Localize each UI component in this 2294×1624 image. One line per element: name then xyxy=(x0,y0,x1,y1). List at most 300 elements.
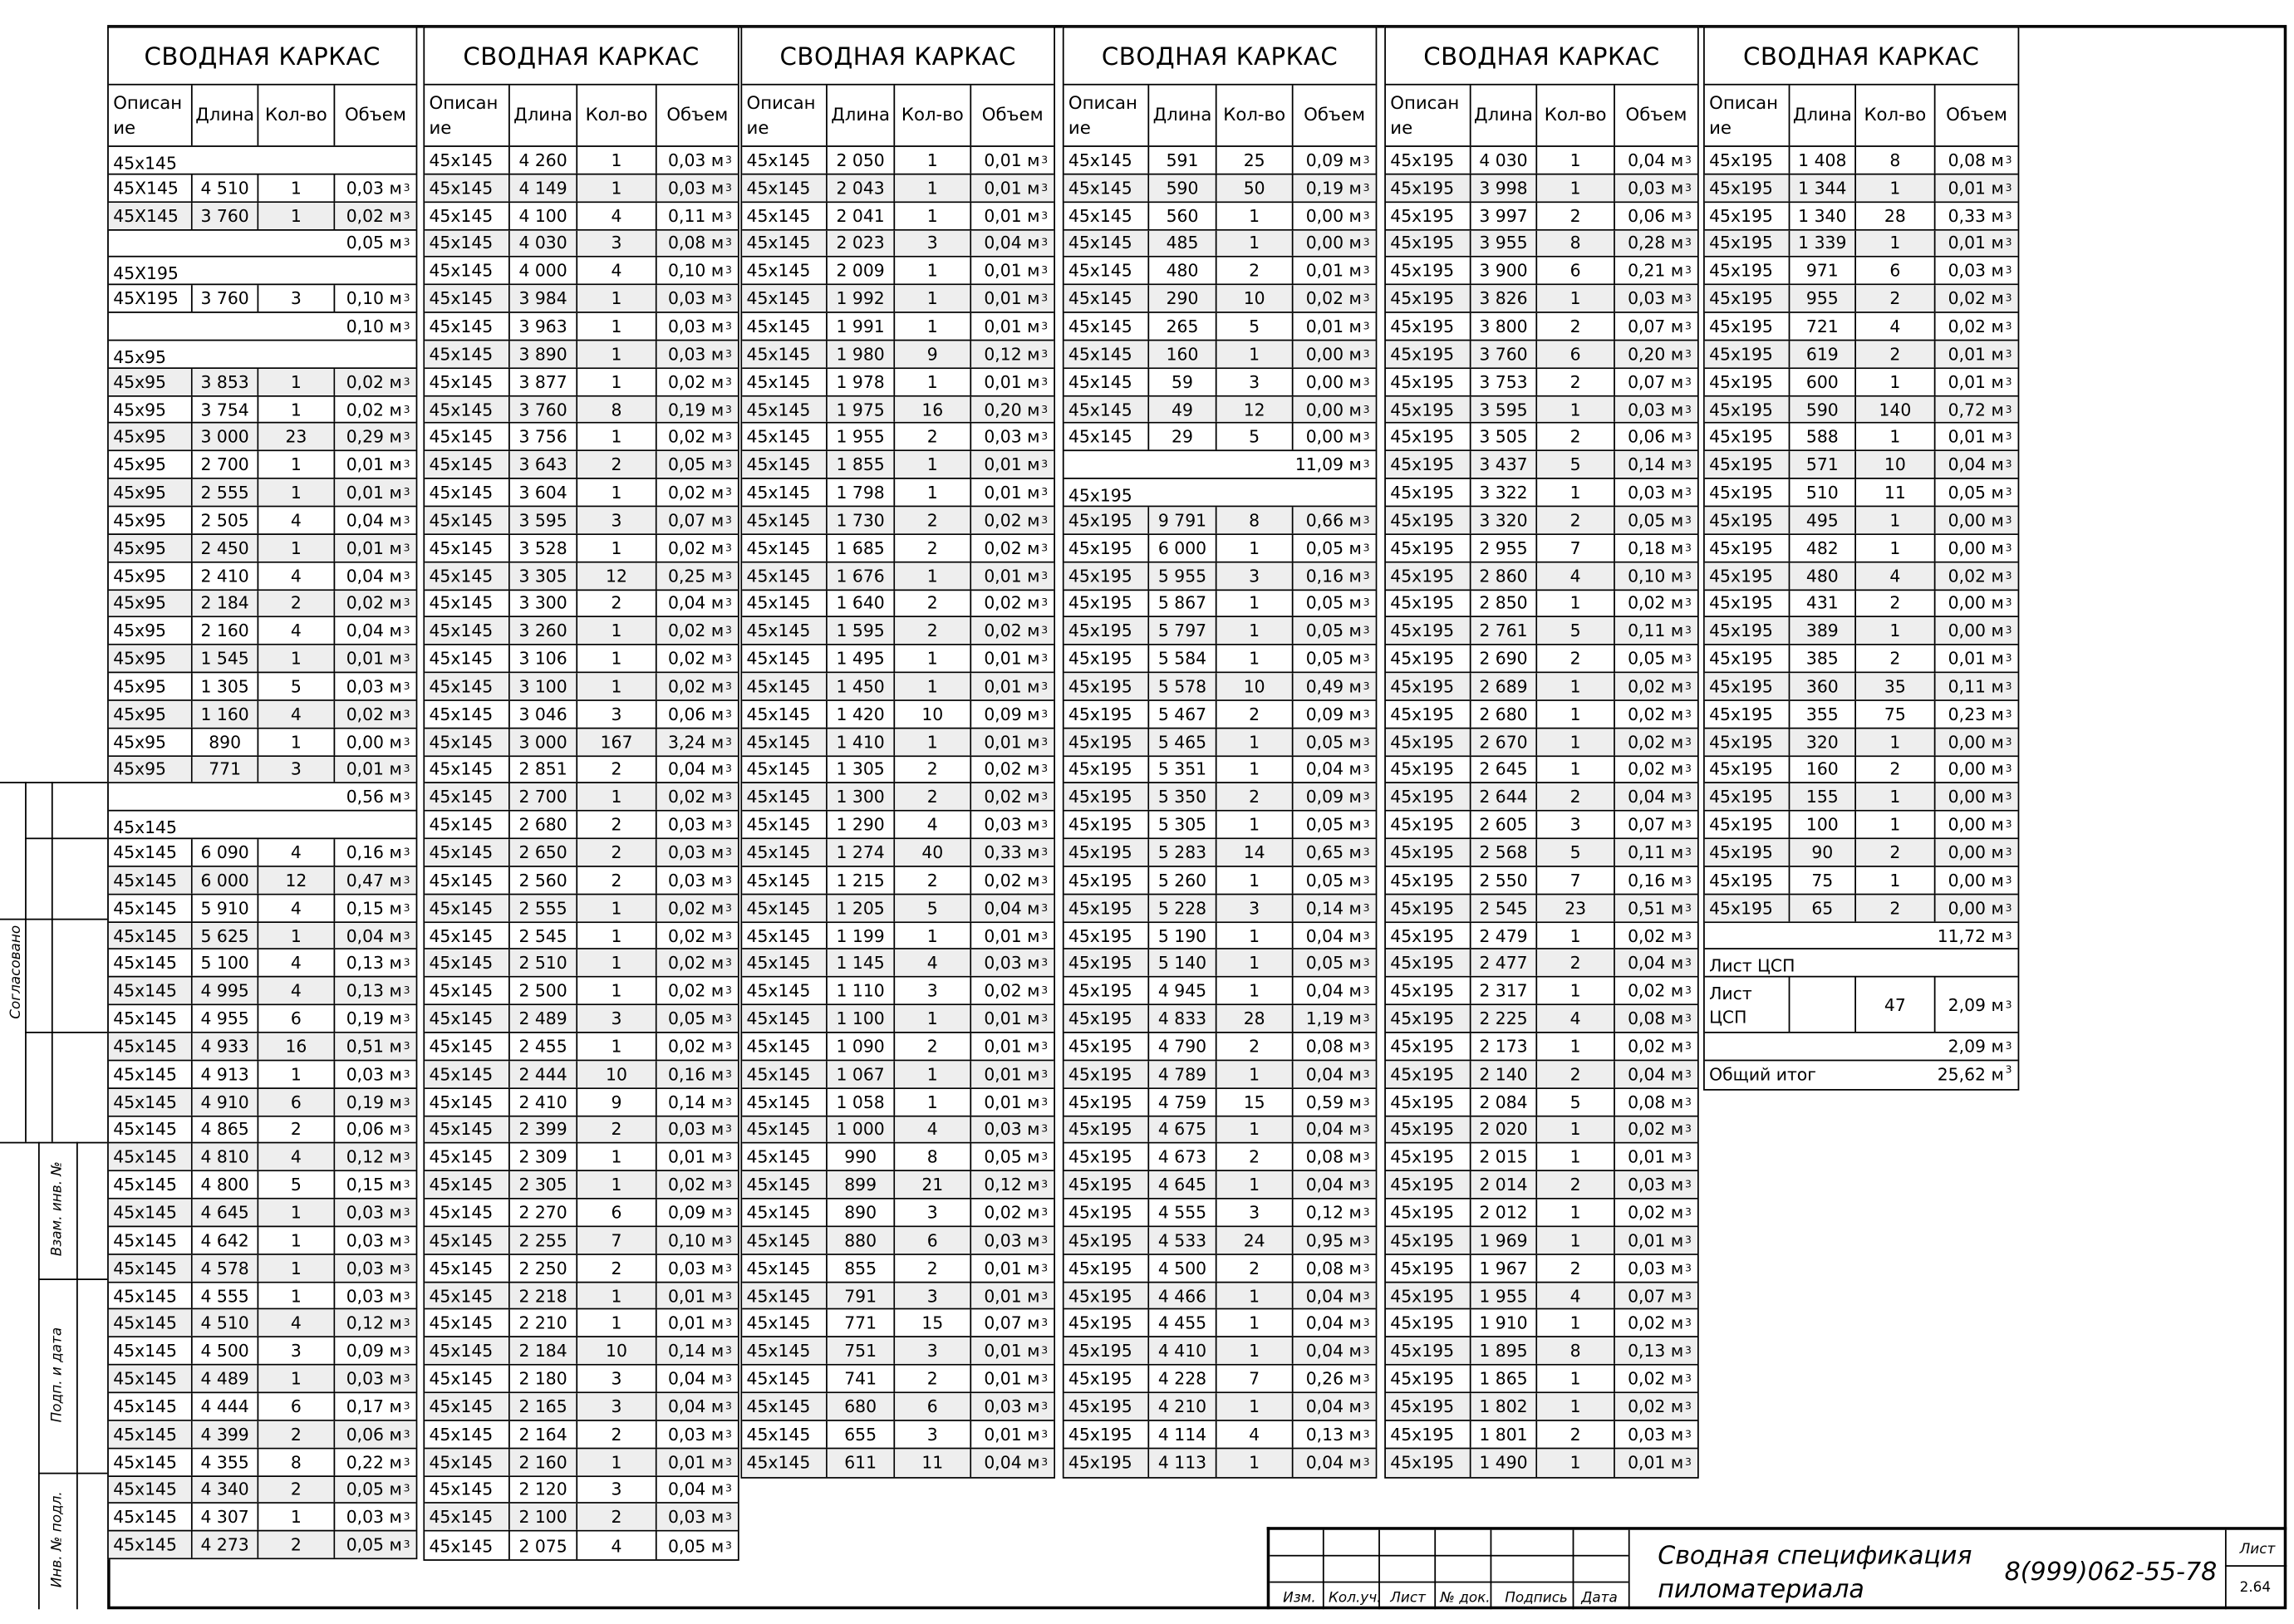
cell-value: 45x195 xyxy=(1709,371,1773,392)
cell-count xyxy=(577,895,657,921)
cell-value: 2 xyxy=(926,1257,938,1278)
cell-length xyxy=(193,645,259,672)
cell-value: 5 140 xyxy=(1157,953,1207,974)
cell-description xyxy=(425,313,510,340)
cell-value: 0,00 xyxy=(1948,537,1986,558)
cell-value: 0,00 xyxy=(1948,787,1986,807)
cell-value: 45x195 xyxy=(1068,758,1132,780)
cell-value: 0,06 xyxy=(346,1423,384,1445)
column-header: Описан ие xyxy=(109,86,193,146)
cell-value: 45x145 xyxy=(113,1036,177,1057)
unit-label: м xyxy=(710,150,725,171)
cell-length xyxy=(1471,1005,1538,1032)
cell-value: 50 xyxy=(1243,177,1265,199)
cell-length xyxy=(828,839,895,866)
cell-value: 45x195 xyxy=(1390,870,1455,891)
cell-value: 2 084 xyxy=(1479,1091,1528,1112)
cell-value: 4 228 xyxy=(1157,1368,1207,1389)
cell-volume: 0,06 м 3 xyxy=(668,704,732,724)
col-sign-label: Подпись xyxy=(1505,1590,1568,1607)
cell-value: 2 xyxy=(1569,1174,1581,1195)
table-row xyxy=(1386,452,1697,479)
cell-length xyxy=(828,1061,895,1087)
cell-value: 0,19 xyxy=(668,399,706,420)
cell-volume: 0,03 м 3 xyxy=(668,150,732,171)
cell-value: 2 xyxy=(1569,509,1581,531)
cell-volume: 0,00 м 3 xyxy=(1936,729,2018,755)
table-row xyxy=(742,230,1054,258)
cell-volume: 0,09 м 3 xyxy=(346,1340,410,1362)
cell-value: 1 xyxy=(1249,1452,1260,1473)
cell-value: 45x145 xyxy=(746,787,811,807)
unit-label: м xyxy=(1991,994,2004,1015)
cell-description xyxy=(425,895,510,921)
cell-value: 0,09 xyxy=(1305,787,1344,807)
column-header: Объем xyxy=(981,104,1044,125)
cell-value: 1 xyxy=(1249,1285,1260,1306)
unit-label: м xyxy=(1670,787,1684,807)
table-row xyxy=(1386,1144,1697,1171)
cell-value: 100 xyxy=(1805,814,1839,836)
cell-value: 355 xyxy=(1805,704,1839,724)
cell-value: 1 145 xyxy=(836,953,885,974)
cell-value: 45x145 xyxy=(429,150,494,171)
cell-description xyxy=(425,147,510,174)
cell-description xyxy=(1064,562,1150,589)
cell-volume: 0,02 м 3 xyxy=(657,950,738,977)
unit-label: м xyxy=(1991,260,2004,282)
cell-volume: 0,01 м 3 xyxy=(971,1337,1054,1364)
unit-label: м xyxy=(710,592,725,614)
cell-volume: 0,02 м 3 xyxy=(984,758,1049,780)
cell-value: 0,02 xyxy=(984,980,1022,1002)
cell-value: 0,15 xyxy=(346,897,384,919)
table-row xyxy=(742,1144,1054,1171)
cell-value: 45x195 xyxy=(1709,537,1773,558)
cell-value: 45x95 xyxy=(113,731,167,753)
table-row xyxy=(109,590,416,617)
cell-description xyxy=(742,978,828,1004)
cell-count xyxy=(895,424,971,450)
cell-value: 0,03 xyxy=(668,841,706,863)
cell-value: 45x145 xyxy=(113,897,177,919)
unit-label: м xyxy=(1348,1063,1362,1085)
cell-count xyxy=(895,230,971,257)
cell-count xyxy=(577,1005,657,1032)
table-row xyxy=(425,839,738,866)
table-row xyxy=(1386,922,1697,949)
column-headers xyxy=(1064,86,1376,147)
cell-value: 45x195 xyxy=(1390,980,1455,1002)
cell-count xyxy=(895,535,971,562)
cell-value: 45x145 xyxy=(429,1202,494,1223)
cell-value: 1 xyxy=(1249,204,1260,226)
cell-value: 45x145 xyxy=(746,621,811,641)
cell-value: 0,01 xyxy=(984,1340,1022,1362)
cell-value: 0,20 xyxy=(984,399,1022,420)
group-header: Лист ЦСП xyxy=(1705,950,2018,978)
unit-label: м xyxy=(710,1312,725,1334)
cell-value: 2 165 xyxy=(518,1396,567,1417)
unit-label: м xyxy=(710,1479,725,1500)
cell-length xyxy=(828,1171,895,1198)
cell-count xyxy=(895,1144,971,1170)
cell-value: 510 xyxy=(1805,482,1839,503)
cell-count xyxy=(577,701,657,728)
cell-value: 45x195 xyxy=(1709,509,1773,531)
unit-label: м xyxy=(1027,980,1040,1002)
cell-count xyxy=(1217,396,1294,423)
cell-description xyxy=(1386,784,1471,811)
cell-length xyxy=(828,286,895,312)
cell-value: 0,01 xyxy=(1948,426,1986,448)
cell-description xyxy=(109,1393,193,1420)
cell-value: 480 xyxy=(1805,565,1839,586)
unit-label: м xyxy=(389,399,402,420)
cell-length xyxy=(1790,895,1856,921)
unit-label: м xyxy=(1027,1119,1040,1140)
unit-label: м xyxy=(1991,399,2004,420)
cell-value: 45x195 xyxy=(1390,1285,1455,1306)
cell-value: 0,02 xyxy=(1628,980,1666,1002)
cell-count xyxy=(1217,1116,1294,1143)
spec-table xyxy=(1063,27,1378,1478)
table-row xyxy=(1064,1005,1376,1033)
cell-description xyxy=(425,507,510,533)
unit-label: м xyxy=(710,814,725,836)
table-row xyxy=(1386,203,1697,230)
unit-label: м xyxy=(1348,371,1362,392)
cell-value: 0,05 xyxy=(984,1146,1022,1168)
cell-value: 1 967 xyxy=(1479,1257,1528,1278)
cell-value: 4 xyxy=(290,1312,302,1334)
cell-value: 0,05 xyxy=(1305,953,1344,974)
cell-value: 0,01 xyxy=(984,1423,1022,1445)
table-row xyxy=(425,424,738,451)
cell-value: 45x145 xyxy=(429,1036,494,1057)
cell-count xyxy=(577,396,657,423)
cell-value: 4 100 xyxy=(518,204,567,226)
cell-count xyxy=(1856,479,1936,506)
cell-value: 0,02 xyxy=(668,426,706,448)
cell-value: 2 xyxy=(290,1534,302,1556)
cell-count xyxy=(258,895,335,921)
cell-value: 0,13 xyxy=(346,953,384,974)
cell-value: 0,05 xyxy=(1305,648,1344,670)
cell-value: 45x145 xyxy=(746,1340,811,1362)
cell-volume: 0,02 м 3 xyxy=(657,1171,738,1198)
cell-volume: 2,09 м 3 xyxy=(1948,994,2012,1015)
cell-count xyxy=(577,590,657,616)
cell-length xyxy=(1149,1283,1216,1309)
cell-description xyxy=(742,922,828,949)
cell-description xyxy=(1064,673,1150,699)
unit-label: м xyxy=(1348,537,1362,558)
cell-value: 45x145 xyxy=(746,177,811,199)
cell-count xyxy=(1217,701,1294,728)
table-row xyxy=(742,452,1054,479)
cell-value: 1 xyxy=(1889,426,1901,448)
cell-value: 2 680 xyxy=(518,814,567,836)
unit-label: м xyxy=(1348,870,1362,891)
cell-count xyxy=(258,286,335,312)
table-row xyxy=(1705,729,2018,756)
cell-description xyxy=(1386,950,1471,977)
cell-volume: 0,16 м 3 xyxy=(657,1061,738,1087)
cell-description xyxy=(425,1144,510,1170)
cell-volume: 0,05 м 3 xyxy=(1294,950,1376,977)
cell-volume: 0,11 м 3 xyxy=(668,204,732,226)
table-row xyxy=(109,1283,416,1310)
cell-description xyxy=(109,1033,193,1060)
cell-volume: 0,00 м 3 xyxy=(1948,537,2012,558)
unit-label: м xyxy=(1027,1340,1040,1362)
cell-description xyxy=(742,230,828,257)
cell-value: 0,03 xyxy=(1628,1423,1666,1445)
unit-label: м xyxy=(710,758,725,780)
cell-value: 0,04 xyxy=(668,1396,706,1417)
cell-value: 2 560 xyxy=(518,870,567,891)
spec-table xyxy=(1384,27,1699,1478)
cell-length xyxy=(1471,174,1538,201)
cell-count xyxy=(577,950,657,977)
table-row xyxy=(109,673,416,700)
cell-value: 45x145 xyxy=(113,925,177,946)
cell-value: 3 xyxy=(611,233,622,254)
cell-length xyxy=(193,1310,259,1337)
cell-value: 2 305 xyxy=(518,1174,567,1195)
cell-value: 495 xyxy=(1805,509,1839,531)
cell-description xyxy=(1064,396,1150,423)
table-row xyxy=(1386,1337,1697,1365)
cell-value: 1 xyxy=(1569,177,1581,199)
cell-description xyxy=(742,1005,828,1032)
cell-description xyxy=(1064,867,1150,894)
unit-label: м xyxy=(1027,787,1040,807)
cell-value: 5 625 xyxy=(200,925,249,946)
cell-length xyxy=(1471,341,1538,367)
cell-count xyxy=(577,645,657,672)
cell-count xyxy=(1856,645,1936,672)
cell-value: 49 xyxy=(1172,399,1193,420)
cell-volume: 0,09 м 3 xyxy=(984,704,1049,724)
unit-label: м xyxy=(389,648,402,670)
table-row xyxy=(425,452,738,479)
cell-value: 45x195 xyxy=(1390,150,1455,171)
cell-length xyxy=(1149,147,1216,174)
cell-value: 0,01 xyxy=(984,925,1022,946)
cell-volume: 0,04 м 3 xyxy=(668,1479,732,1500)
cell-description xyxy=(742,174,828,201)
cell-volume: 0,02 м 3 xyxy=(1628,1036,1692,1057)
cell-value: 1 640 xyxy=(836,592,885,614)
cell-count xyxy=(577,1227,657,1254)
cell-value: 45x195 xyxy=(1390,288,1455,309)
cell-length xyxy=(510,1532,577,1559)
cell-count xyxy=(1217,1310,1294,1337)
cell-volume: 0,06 м 3 xyxy=(1628,204,1692,226)
cell-length xyxy=(193,286,259,312)
unit-label: м xyxy=(1670,1202,1684,1223)
cell-value: 45x145 xyxy=(429,980,494,1002)
cell-volume: 0,01 м 3 xyxy=(971,673,1054,699)
cell-count xyxy=(1217,1171,1294,1198)
cell-value: 45x195 xyxy=(1390,1174,1455,1195)
unit-label: м xyxy=(1670,1423,1684,1445)
group-header: 45x195 xyxy=(1064,479,1376,507)
unit-label: м xyxy=(1027,509,1040,531)
cell-value: 1 xyxy=(290,537,302,558)
cell-value: 0,01 xyxy=(984,1285,1022,1306)
cell-volume: 0,01 м 3 xyxy=(1948,426,2012,448)
cell-description xyxy=(1064,839,1150,866)
cell-value: 0,08 xyxy=(1305,1257,1344,1278)
cell-value: 2 xyxy=(1569,1063,1581,1085)
cell-value: 680 xyxy=(844,1396,877,1417)
cell-count xyxy=(258,369,335,395)
unit-label: м xyxy=(1991,371,2004,392)
cell-value: 0,09 xyxy=(984,704,1022,724)
cell-volume: 0,03 м 3 xyxy=(657,1116,738,1143)
cell-count xyxy=(895,1366,971,1392)
cell-description xyxy=(109,950,193,977)
table-row xyxy=(425,729,738,756)
cell-volume: 0,01 м 3 xyxy=(335,535,415,562)
cell-description xyxy=(1386,479,1471,506)
cell-value: 45x95 xyxy=(113,399,167,420)
cell-value: 45x145 xyxy=(113,1285,177,1306)
cell-value: 4 xyxy=(926,1119,938,1140)
cell-value: 0,04 xyxy=(1305,925,1344,946)
table-row xyxy=(1064,230,1376,258)
table-row xyxy=(1064,1088,1376,1116)
cell-description xyxy=(1705,895,1790,921)
cell-count xyxy=(1217,1420,1294,1447)
cell-value: 0,02 xyxy=(668,371,706,392)
table-row xyxy=(1064,507,1376,534)
cell-value: 3 997 xyxy=(1479,204,1528,226)
table-row xyxy=(742,673,1054,700)
cell-value: 1 339 xyxy=(1798,233,1847,254)
cell-value: 1 205 xyxy=(836,897,885,919)
unit-label: м xyxy=(389,233,402,254)
cell-description xyxy=(1386,1310,1471,1337)
cell-count xyxy=(1537,1337,1615,1364)
cell-value: 0,14 xyxy=(1628,454,1666,475)
unit-label: м xyxy=(389,704,402,724)
unit-label: м xyxy=(1348,1174,1362,1195)
cell-description xyxy=(425,784,510,811)
cell-count xyxy=(258,562,335,589)
cell-value: 45x145 xyxy=(429,1451,494,1472)
group-subtotal: 2,09 м 3 xyxy=(1705,1033,2018,1061)
unit-label: м xyxy=(1027,1202,1040,1223)
cell-length xyxy=(193,1337,259,1364)
cell-count xyxy=(1856,286,1936,312)
cell-description xyxy=(1705,812,1790,838)
cell-description xyxy=(1386,1393,1471,1420)
unit-label: м xyxy=(1670,814,1684,836)
table-row xyxy=(1386,756,1697,783)
cell-value: 45x145 xyxy=(429,482,494,503)
cell-value: 45x195 xyxy=(1709,454,1773,475)
cell-count xyxy=(577,1171,657,1198)
cell-description xyxy=(1705,147,1790,174)
cell-count xyxy=(1217,784,1294,811)
column-header: Объем xyxy=(1304,104,1365,125)
cell-value: 45x145 xyxy=(429,233,494,254)
cell-volume: 0,01 м 3 xyxy=(984,1257,1049,1278)
cell-volume: 0,16 м 3 xyxy=(346,841,410,863)
cell-value: 1 xyxy=(1889,870,1901,891)
table-row xyxy=(425,978,738,1005)
cell-value: 588 xyxy=(1805,426,1839,448)
cell-value: 2 xyxy=(290,1479,302,1500)
cell-value: 10 xyxy=(1243,675,1265,697)
cell-count xyxy=(1217,1254,1294,1281)
cell-value: 15 xyxy=(921,1312,944,1334)
cell-volume: 0,05 м 3 xyxy=(1948,482,2012,503)
cell-value: 21 xyxy=(921,1174,944,1195)
table-row xyxy=(1064,978,1376,1005)
table-row xyxy=(425,1393,738,1420)
cell-volume: 0,01 м 3 xyxy=(1936,341,2018,367)
table-row xyxy=(109,562,416,590)
table-row xyxy=(1064,1310,1376,1337)
cell-value: 2 xyxy=(611,758,622,780)
cell-description xyxy=(742,1393,828,1420)
cell-description xyxy=(742,1254,828,1281)
table-row xyxy=(425,673,738,700)
table-row xyxy=(742,1200,1054,1227)
cell-value: 5 910 xyxy=(200,897,249,919)
unit-label: м xyxy=(389,177,402,199)
cell-value: 2 xyxy=(1889,841,1901,863)
cell-description xyxy=(109,867,193,894)
cell-length xyxy=(510,1393,577,1420)
unit-label: м xyxy=(1027,758,1040,780)
cell-value: 0,01 xyxy=(346,537,384,558)
cell-volume: 0,00 м 3 xyxy=(1294,230,1376,257)
cell-count xyxy=(1217,645,1294,672)
cell-length xyxy=(1790,258,1856,284)
cell-volume: 0,01 м 3 xyxy=(984,150,1049,171)
group-header: 45x145 xyxy=(109,812,416,839)
table-row xyxy=(1705,562,2018,590)
cell-description xyxy=(1064,535,1150,562)
cell-description xyxy=(109,1449,193,1475)
cell-length xyxy=(510,1200,577,1226)
cell-value: 1 xyxy=(1569,758,1581,780)
cell-value: 45x145 xyxy=(746,1146,811,1168)
cell-value: 0,28 xyxy=(1628,233,1666,254)
table-title: СВОДНАЯ КАРКАС xyxy=(1705,28,2018,86)
unit-label: м xyxy=(1991,648,2004,670)
cell-value: 45x195 xyxy=(1709,814,1773,836)
cell-volume: 0,05 м 3 xyxy=(1628,648,1692,670)
cell-volume: 0,04 м 3 xyxy=(346,621,410,641)
cell-value: 1 xyxy=(1569,1312,1581,1334)
cell-value: 1 xyxy=(1249,1312,1260,1334)
table-row xyxy=(1386,1033,1697,1061)
cell-value: 0,13 xyxy=(1628,1340,1666,1362)
column-header: Длина xyxy=(510,86,577,146)
cell-volume: 0,13 м 3 xyxy=(346,953,410,974)
cell-length xyxy=(1471,1116,1538,1143)
cell-value: 1 969 xyxy=(1479,1229,1528,1251)
cell-volume: 0,02 м 3 xyxy=(1294,286,1376,312)
unit-label: м xyxy=(710,980,725,1002)
